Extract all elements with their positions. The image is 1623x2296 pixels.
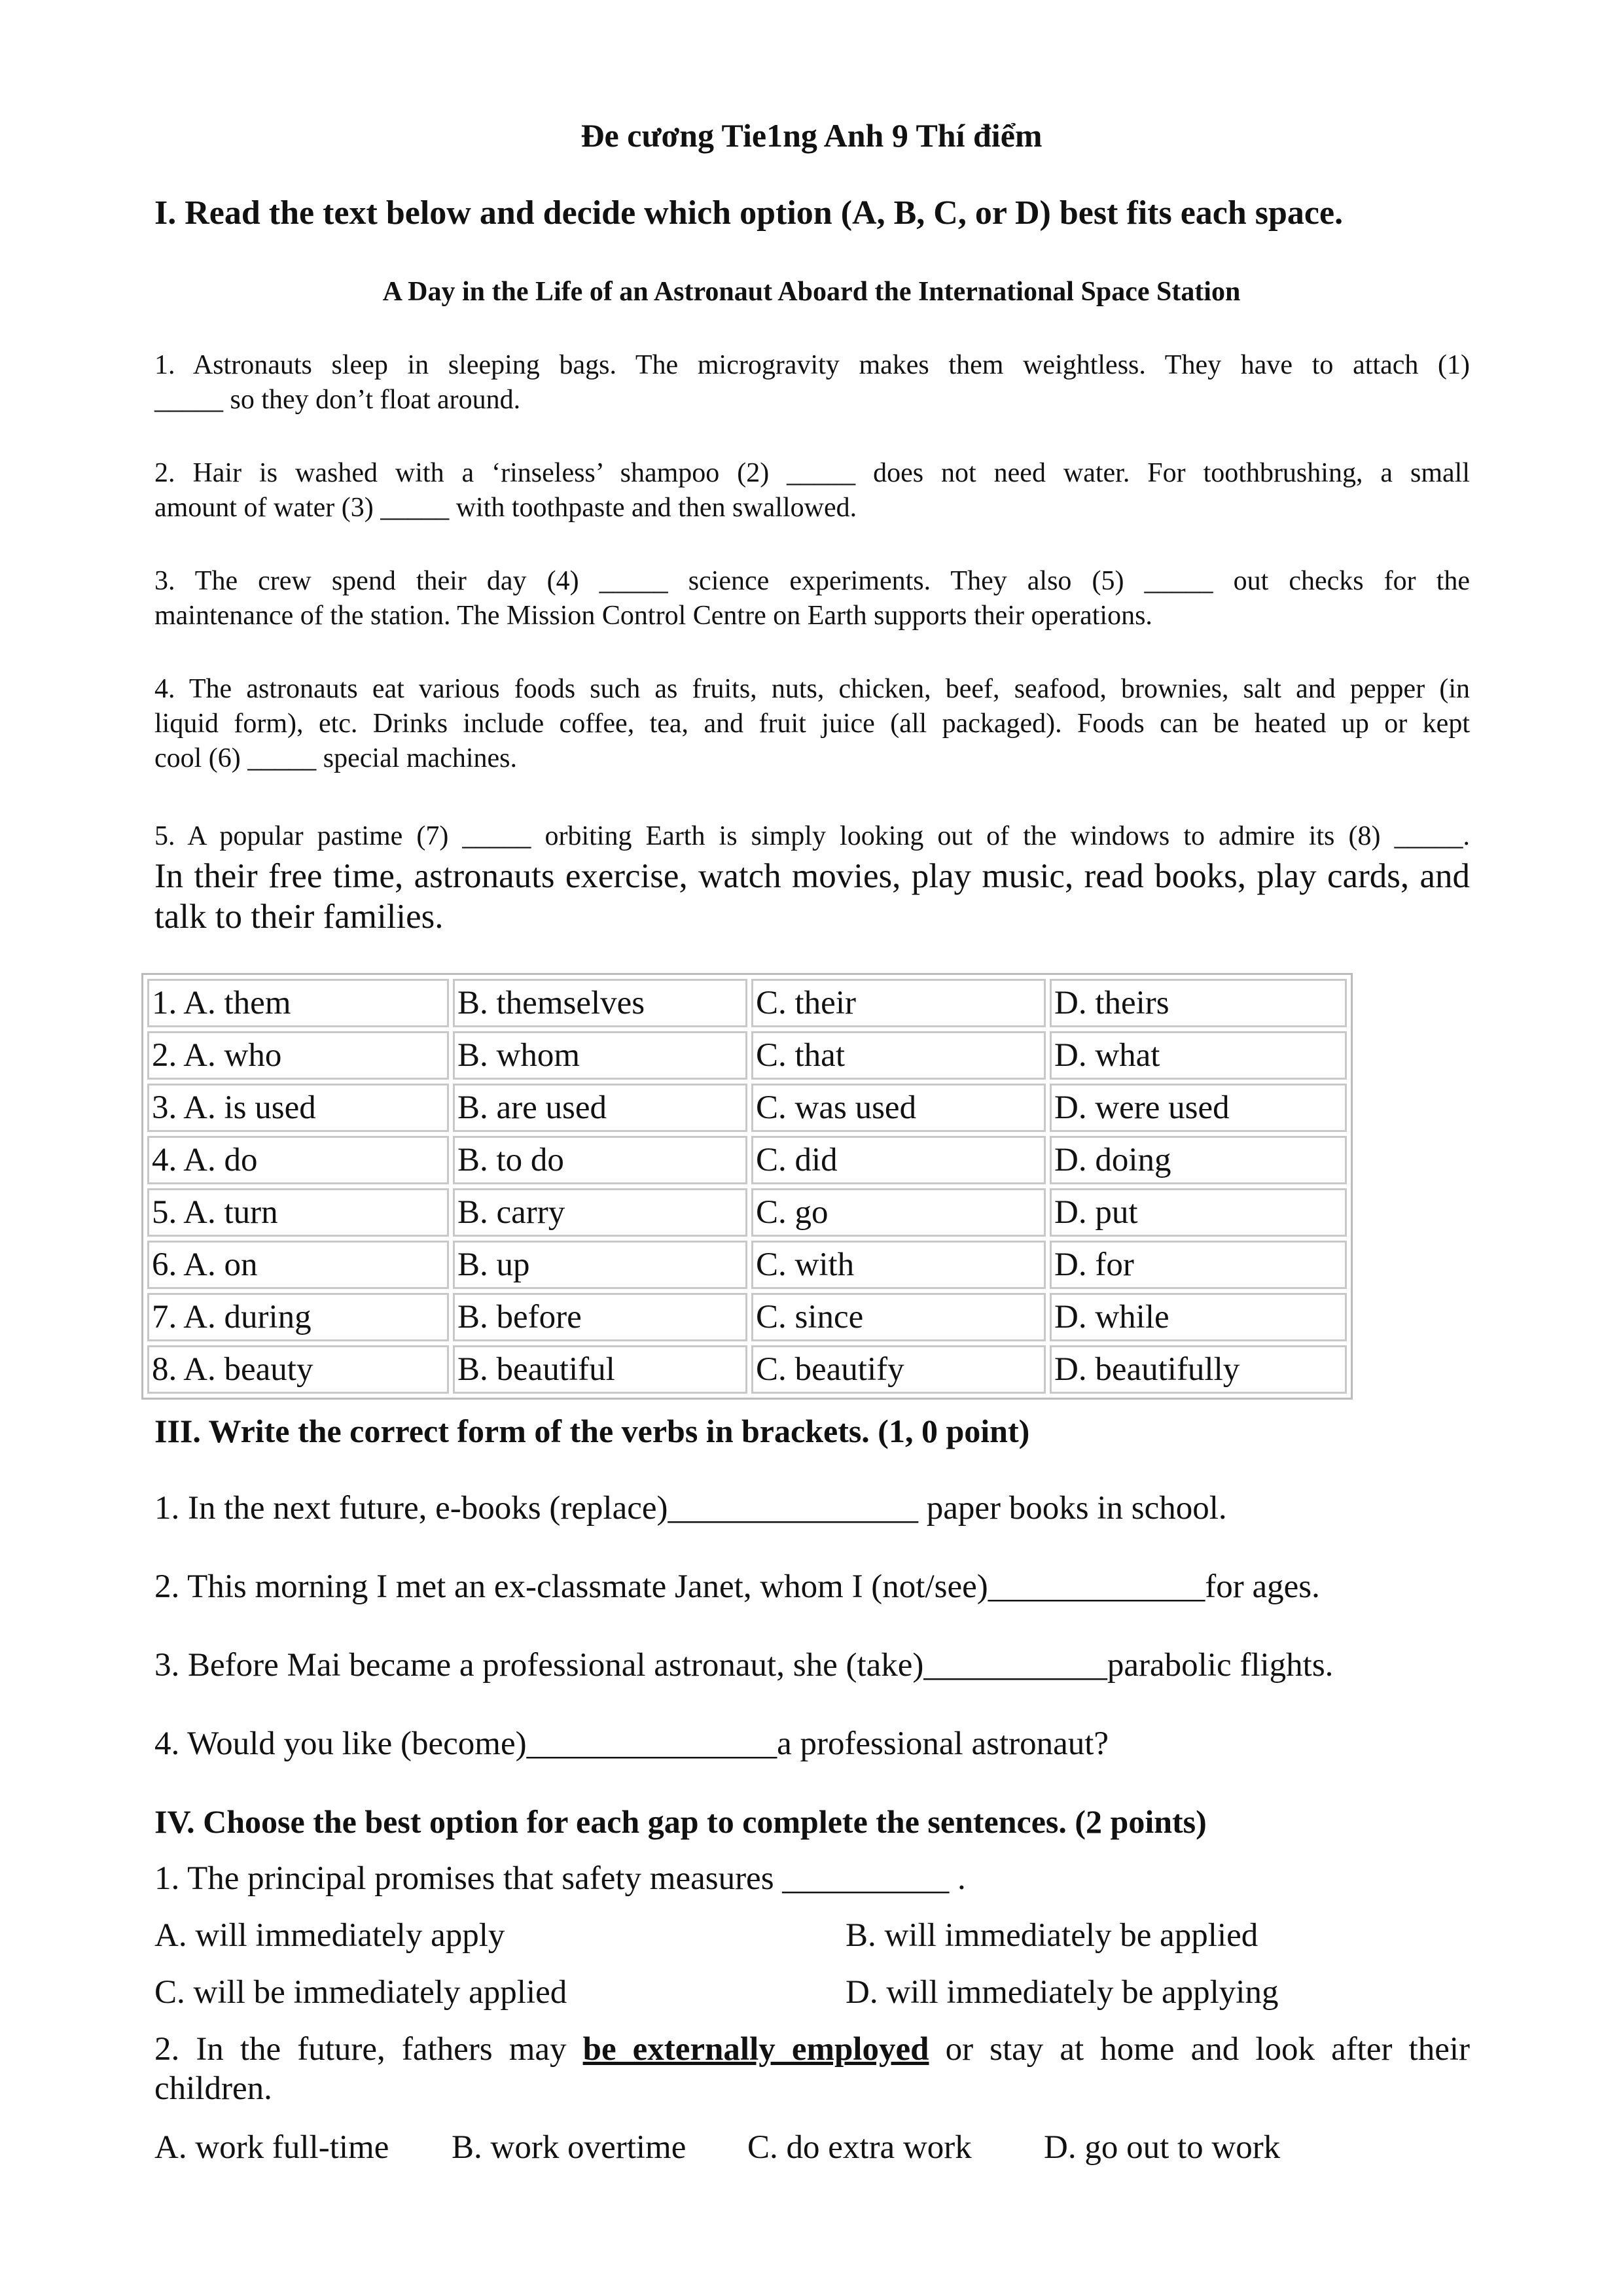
question-2-option-c: C. do extra work	[747, 2129, 972, 2166]
paragraph-line: maintenance of the station. The Mission Control Centre on Earth supports their operations.	[154, 601, 1152, 631]
option-cell: B. whom	[453, 1031, 747, 1080]
option-cell: B. up	[453, 1241, 747, 1289]
exercise-item: 1. In the next future, e-books (replace)_______________ paper books in school.	[154, 1490, 1227, 1527]
option-cell: D. while	[1050, 1293, 1347, 1341]
option-cell: 8. A. beauty	[147, 1345, 449, 1394]
table-row	[147, 1188, 1347, 1237]
paragraph-line: _____ so they don’t float around.	[154, 385, 521, 415]
question-2-option-a: A. work full-time	[154, 2129, 389, 2166]
option-cell: C. go	[751, 1188, 1046, 1237]
question-2-option-b: B. work overtime	[452, 2129, 687, 2166]
option-cell: C. beautify	[751, 1345, 1046, 1394]
option-cell: C. with	[751, 1241, 1046, 1289]
exercise-item: 3. Before Mai became a professional astronaut, she (take)___________parabolic flights.	[154, 1647, 1334, 1684]
option-cell: D. were used	[1050, 1084, 1347, 1132]
exercise-item: 2. This morning I met an ex-classmate Janet, whom I (not/see)_____________for ages.	[154, 1568, 1320, 1605]
option-cell: 2. A. who	[147, 1031, 449, 1080]
option-cell: B. carry	[453, 1188, 747, 1237]
question-1-option-a: A. will immediately apply	[154, 1917, 505, 1954]
option-cell: B. before	[453, 1293, 747, 1341]
passage-paragraph-1	[154, 348, 1470, 417]
option-cell: C. that	[751, 1031, 1046, 1080]
page-title: Đe cương Tie1ng Anh 9 Thí điểm	[580, 117, 1043, 154]
passage-paragraph-5-tail: In their free time, astronauts exercise, watch movies, play music, read books, play cards, and talk to their families.	[154, 857, 1470, 936]
option-cell: D. what	[1050, 1031, 1347, 1080]
paragraph-line: 5. A popular pastime (7) _____ orbiting Earth is simply looking out of the windows to admire its (8) _____.	[154, 821, 1470, 851]
table-row	[147, 1136, 1347, 1184]
table-row	[147, 1293, 1347, 1341]
passage-paragraph-2	[154, 456, 1470, 525]
question-1-option-b: B. will immediately be applied	[846, 1917, 1258, 1954]
passage-title: A Day in the Life of an Astronaut Aboard the International Space Station	[382, 277, 1241, 307]
question-2-stem-line-2: children.	[154, 2070, 272, 2107]
paragraph-line: amount of water (3) _____ with toothpaste and then swallowed.	[154, 493, 857, 523]
options-table	[141, 973, 1353, 1400]
paragraph-line: 1. Astronauts sleep in sleeping bags. The microgravity makes them weightless. They have to attach (1)	[154, 350, 1470, 380]
paragraph-line: 2. Hair is washed with a ‘rinseless’ shampoo (2) _____ does not need water. For toothbrushing, a small	[154, 458, 1470, 488]
option-cell: D. put	[1050, 1188, 1347, 1237]
question-1-stem: 1. The principal promises that safety measures __________ .	[154, 1860, 966, 1897]
option-cell: 6. A. on	[147, 1241, 449, 1289]
option-cell: 5. A. turn	[147, 1188, 449, 1237]
option-cell: B. themselves	[453, 979, 747, 1027]
question-2-stem-start: 2. In the future, fathers may	[154, 2031, 567, 2068]
passage-paragraph-5	[154, 819, 1470, 854]
option-cell: C. their	[751, 979, 1046, 1027]
option-cell: C. was used	[751, 1084, 1046, 1132]
option-cell: B. beautiful	[453, 1345, 747, 1394]
paragraph-line: 4. The astronauts eat various foods such as fruits, nuts, chicken, beef, seafood, brownies, salt and pepper (in	[154, 674, 1470, 704]
paragraph-line: liquid form), etc. Drinks include coffee, tea, and fruit juice (all packaged). Foods can be heated up or kept	[154, 709, 1470, 739]
option-cell: B. are used	[453, 1084, 747, 1132]
option-cell: 3. A. is used	[147, 1084, 449, 1132]
option-cell: D. doing	[1050, 1136, 1347, 1184]
table-row	[147, 1345, 1347, 1394]
option-cell: C. since	[751, 1293, 1046, 1341]
passage-paragraph-4	[154, 672, 1470, 776]
question-1-option-c: C. will be immediately applied	[154, 1974, 567, 2011]
option-cell: 7. A. during	[147, 1293, 449, 1341]
passage-paragraph-3	[154, 564, 1470, 633]
option-cell: 4. A. do	[147, 1136, 449, 1184]
question-1-option-d: D. will immediately be applying	[846, 1974, 1279, 2011]
option-cell: C. did	[751, 1136, 1046, 1184]
exercise-item: 4. Would you like (become)_______________a professional astronaut?	[154, 1725, 1109, 1762]
option-cell: 1. A. them	[147, 979, 449, 1027]
section-1-heading: I. Read the text below and decide which option (A, B, C, or D) best fits each space.	[154, 194, 1344, 232]
option-cell: D. beautifully	[1050, 1345, 1347, 1394]
option-cell: D. theirs	[1050, 979, 1347, 1027]
table-row	[147, 1031, 1347, 1080]
option-cell: D. for	[1050, 1241, 1347, 1289]
section-3-heading: III. Write the correct form of the verbs in brackets. (1, 0 point)	[154, 1413, 1030, 1449]
option-cell: B. to do	[453, 1136, 747, 1184]
table-row	[147, 979, 1347, 1027]
section-4-heading: IV. Choose the best option for each gap to complete the sentences. (2 points)	[154, 1803, 1207, 1840]
question-2-underlined-phrase: be externally employed	[582, 2031, 929, 2068]
table-row	[147, 1241, 1347, 1289]
table-row	[147, 1084, 1347, 1132]
question-2-stem	[154, 2030, 1470, 2068]
paragraph-line: cool (6) _____ special machines.	[154, 743, 517, 773]
paragraph-line: 3. The crew spend their day (4) _____ science experiments. They also (5) _____ out checks for the	[154, 566, 1470, 596]
question-2-stem-end: or stay at home and look after their	[945, 2031, 1471, 2068]
question-2-option-d: D. go out to work	[1044, 2129, 1281, 2166]
